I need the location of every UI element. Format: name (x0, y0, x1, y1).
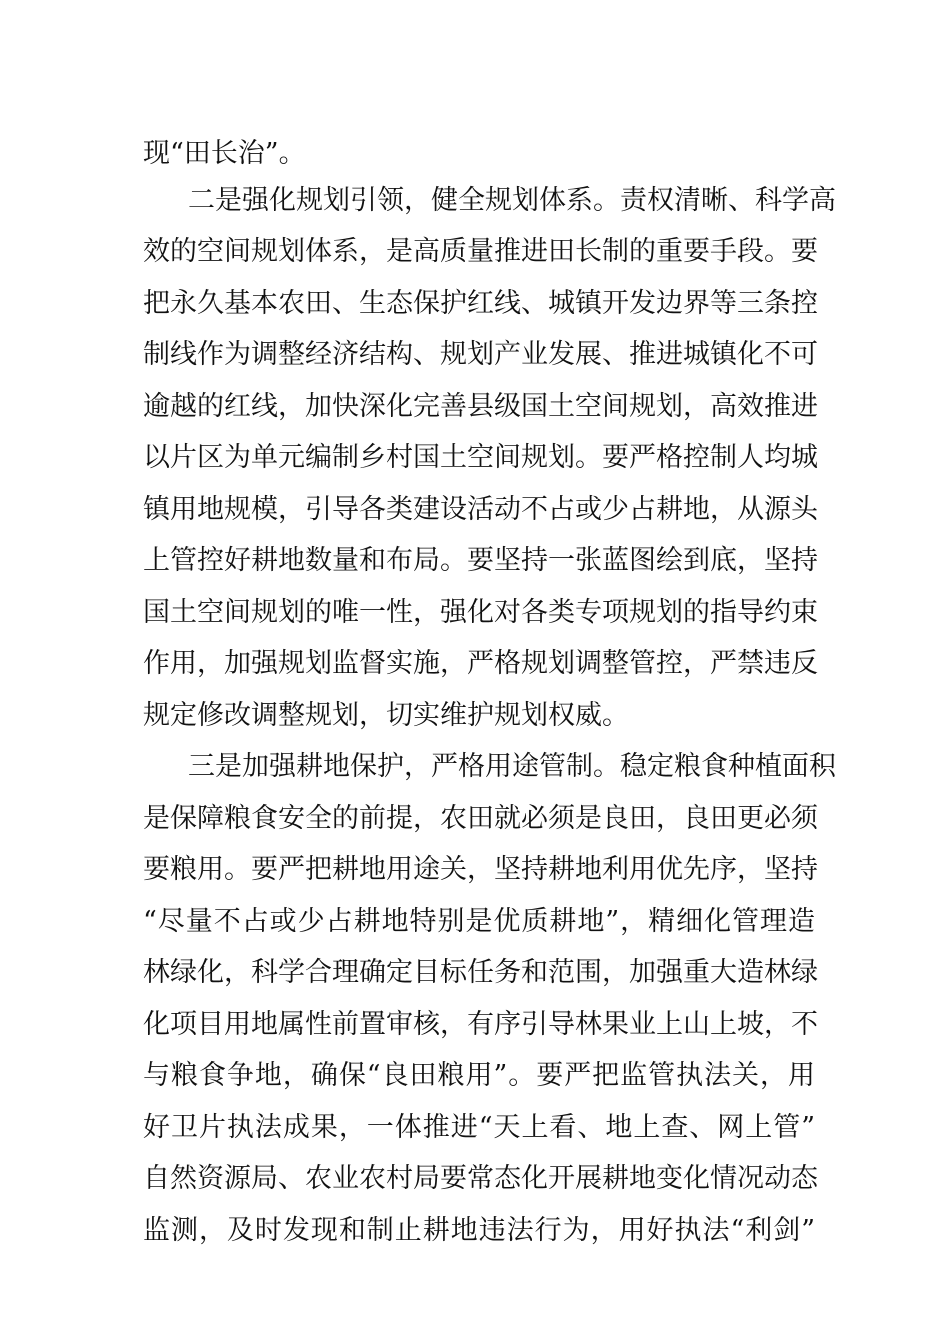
text-line: 好卫片执法成果，一体推进“天上看、地上查、网上管” (143, 1112, 815, 1143)
text-line: 要粮用。要严把耕地用途关，坚持耕地利用优先序，坚持 (143, 854, 818, 885)
text-line: 监测，及时发现和制止耕地违法行为，用好执法“利剑” (143, 1215, 815, 1246)
text-line: 林绿化，科学合理确定目标任务和范围，加强重大造林绿 (143, 957, 818, 988)
text-line: 镇用地规模，引导各类建设活动不占或少占耕地，从源头 (143, 494, 818, 525)
text-line: 是保障粮食安全的前提，农田就必须是良田，良田更必须 (143, 803, 818, 834)
text-line: 化项目用地属性前置审核，有序引导林果业上山上坡，不 (143, 1009, 818, 1040)
text-line: 与粮食争地，确保“良田粮用”。要严把监管执法关，用 (143, 1060, 815, 1091)
text-line: 以片区为单元编制乡村国土空间规划。要严格控制人均城 (143, 442, 818, 473)
text-line: 现“田长治”。 (143, 138, 306, 169)
text-line: 逾越的红线，加快深化完善县级国土空间规划，高效推进 (143, 391, 818, 422)
text-line: 效的空间规划体系，是高质量推进田长制的重要手段。要 (143, 236, 818, 267)
paragraph-2-first-line: 二是强化规划引领，健全规划体系。责权清晰、科学高 (188, 185, 836, 216)
text-line: 作用，加强规划监督实施，严格规划调整管控，严禁违反 (143, 648, 818, 679)
text-line: “尽量不占或少占耕地特别是优质耕地”，精细化管理造 (143, 906, 815, 937)
text-line: 上管控好耕地数量和布局。要坚持一张蓝图绘到底，坚持 (143, 545, 818, 576)
text-line: 自然资源局、农业农村局要常态化开展耕地变化情况动态 (143, 1163, 818, 1194)
text-line: 规定修改调整规划，切实维护规划权威。 (143, 700, 629, 731)
text-line: 国土空间规划的唯一性，强化对各类专项规划的指导约束 (143, 597, 818, 628)
text-line: 制线作为调整经济结构、规划产业发展、推进城镇化不可 (143, 339, 818, 370)
text-line: 把永久基本农田、生态保护红线、城镇开发边界等三条控 (143, 288, 818, 319)
paragraph-3-first-line: 三是加强耕地保护，严格用途管制。稳定粮食种植面积 (188, 751, 836, 782)
